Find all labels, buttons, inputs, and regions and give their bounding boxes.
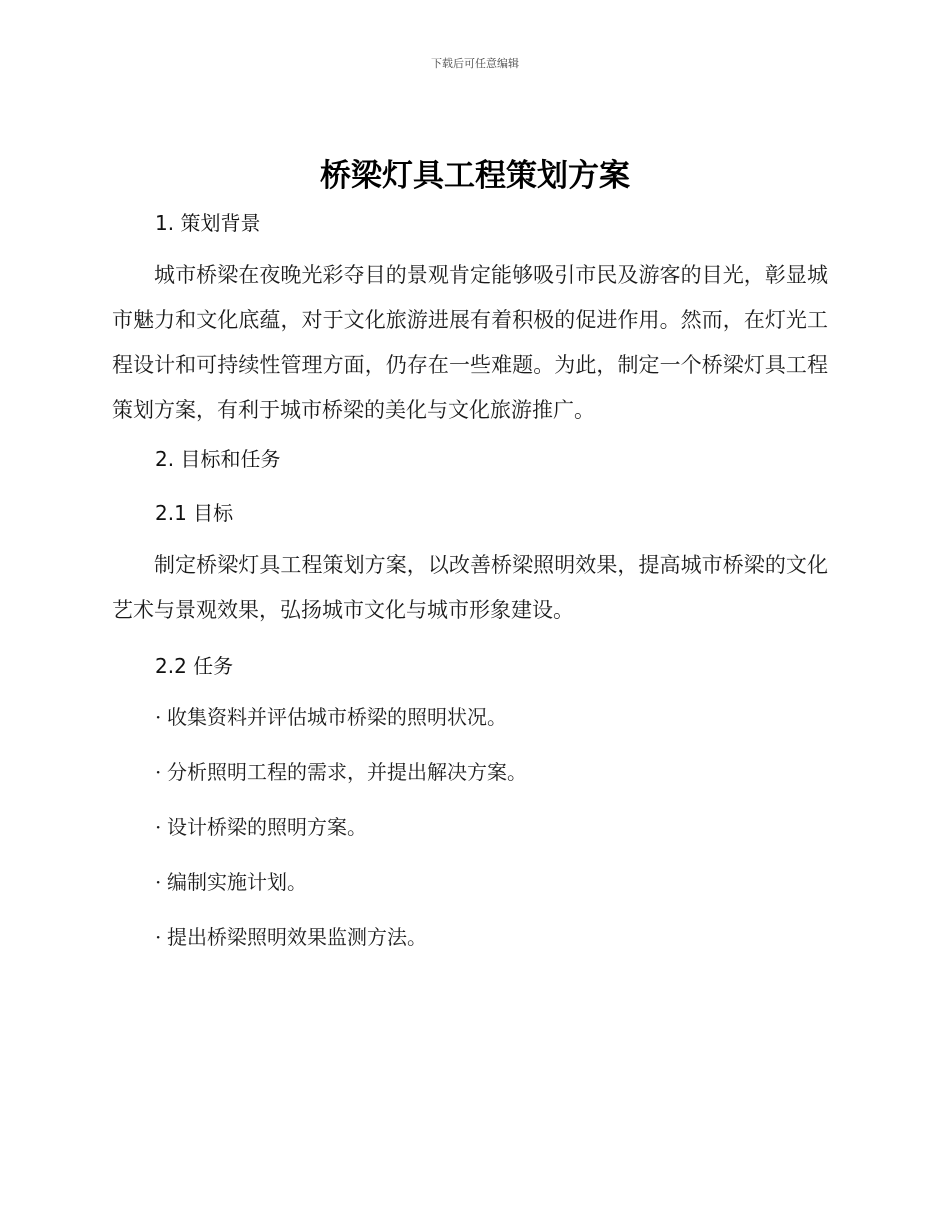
task-list [155,700,527,975]
bullet-icon: · [155,870,162,894]
section-heading-background: 1. 策划背景 [155,211,261,235]
bullet-icon: · [155,815,162,839]
bullet-icon: · [155,925,162,949]
task-text: 提出桥梁照明效果监测方法。 [167,925,427,949]
task-text: 分析照明工程的需求，并提出解决方案。 [167,760,527,784]
list-item [155,755,527,810]
task-text: 编制实施计划。 [167,870,307,894]
task-text: 设计桥梁的照明方案。 [167,815,367,839]
subsection-heading-tasks: 2.2 任务 [155,654,234,678]
goal-paragraph: 制定桥梁灯具工程策划方案，以改善桥梁照明效果，提高城市桥梁的文化艺术与景观效果，弘扬城市文化与城市形象建设。 [112,553,828,622]
subsection-heading-goal: 2.1 目标 [155,501,234,525]
header-note: 下载后可任意编辑 [431,57,519,70]
list-item [155,920,527,975]
list-item [155,810,527,865]
task-text: 收集资料并评估城市桥梁的照明状况。 [167,705,507,729]
bullet-icon: · [155,705,162,729]
list-item [155,700,527,755]
bullet-icon: · [155,760,162,784]
background-paragraph: 城市桥梁在夜晚光彩夺目的景观肯定能够吸引市民及游客的目光，彰显城市魅力和文化底蕴，对于文化旅游进展有着积极的促进作用。然而，在灯光工程设计和可持续性管理方面，仍存在一些难题。为此，制定一个桥梁灯具工程策划方案，有利于城市桥梁的美化与文化旅游推广。 [112,263,828,422]
list-item [155,865,527,920]
section-heading-goals-tasks: 2. 目标和任务 [155,447,281,471]
document-title: 桥梁灯具工程策划方案 [320,158,630,194]
